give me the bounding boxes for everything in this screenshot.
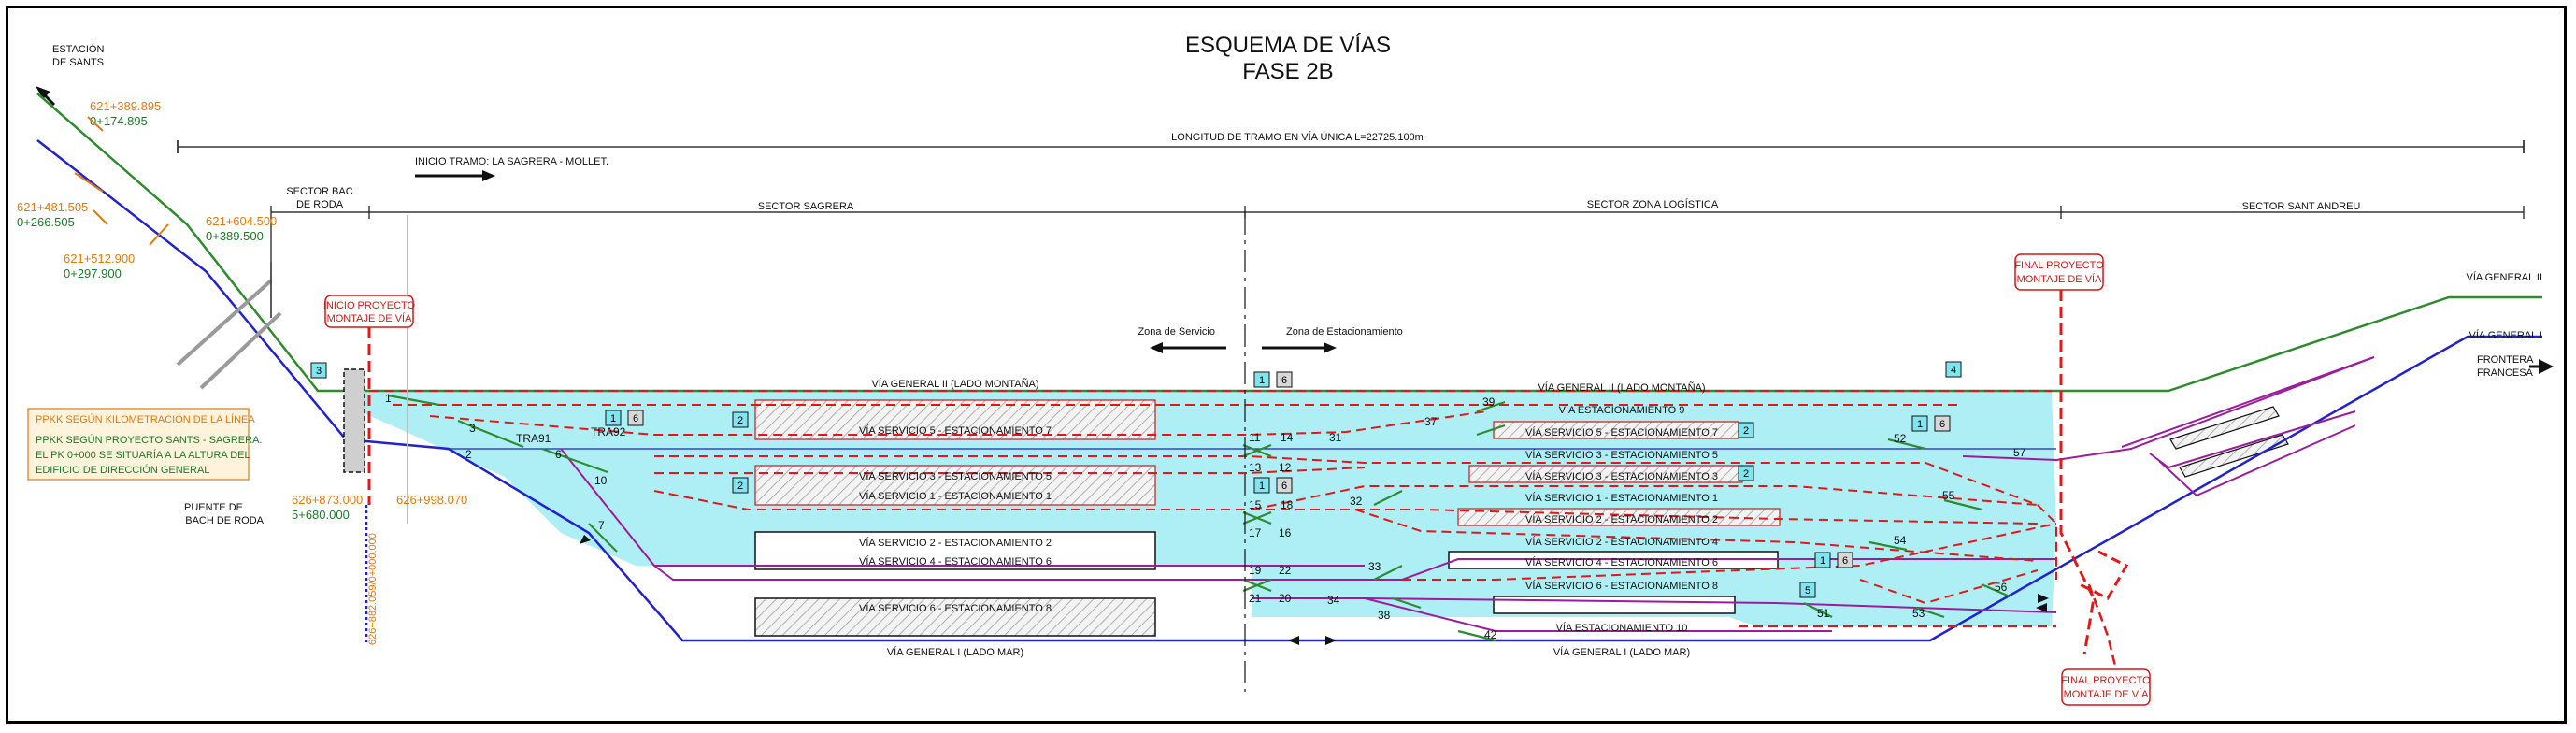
svg-text:VÍA ESTACIONAMIENTO 10: VÍA ESTACIONAMIENTO 10 bbox=[1555, 623, 1688, 634]
svg-text:VÍA SERVICIO 1 - ESTACIONAMIEN: VÍA SERVICIO 1 - ESTACIONAMIENTO 1 bbox=[1525, 493, 1718, 504]
frontera-line2: FRANCESA bbox=[2477, 367, 2533, 379]
svg-text:6: 6 bbox=[1841, 555, 1849, 567]
svg-text:MONTAJE DE VÍA: MONTAJE DE VÍA bbox=[2063, 689, 2149, 700]
svg-text:3: 3 bbox=[315, 366, 322, 377]
switch-14: 14 bbox=[1281, 431, 1294, 444]
switch-15: 15 bbox=[1249, 498, 1262, 511]
sector-bac-roda-line1: SECTOR BAC bbox=[286, 186, 353, 197]
svg-text:6: 6 bbox=[1281, 375, 1288, 386]
switch-32: 32 bbox=[1350, 495, 1363, 508]
right-vg2-label: VÍA GENERAL II bbox=[2466, 272, 2542, 283]
frontera-arrow bbox=[2539, 359, 2554, 374]
sector-logistica: SECTOR ZONA LOGÍSTICA bbox=[1586, 199, 1719, 210]
final-proyecto-box bbox=[2080, 552, 2126, 598]
svg-text:VÍA SERVICIO 6 - ESTACIONAMIEN: VÍA SERVICIO 6 - ESTACIONAMIENTO 8 bbox=[1525, 581, 1718, 592]
svg-text:2: 2 bbox=[1742, 468, 1750, 480]
svg-text:VÍA SERVICIO 1 - ESTACIONAMIEN: VÍA SERVICIO 1 - ESTACIONAMIENTO 1 bbox=[859, 491, 1052, 502]
sant-andreu-sidings bbox=[2170, 407, 2288, 477]
svg-text:6: 6 bbox=[632, 413, 639, 424]
switch-55: 55 bbox=[1942, 489, 1955, 502]
bridge-diag-2 bbox=[201, 313, 280, 388]
svg-text:VÍA SERVICIO 2 - ESTACIONAMIEN: VÍA SERVICIO 2 - ESTACIONAMIENTO 4 bbox=[1525, 537, 1718, 548]
switch-10: 10 bbox=[594, 474, 608, 487]
bridge-line1: PUENTE DE bbox=[184, 502, 243, 513]
svg-text:5: 5 bbox=[1804, 585, 1811, 596]
switch-34: 34 bbox=[1327, 594, 1340, 607]
switch-53: 53 bbox=[1912, 607, 1925, 620]
switch-31: 31 bbox=[1329, 431, 1342, 444]
svg-text:626+873.000: 626+873.000 bbox=[292, 493, 364, 507]
switch-1: 1 bbox=[385, 392, 392, 405]
svg-text:VÍA GENERAL I (LADO MAR): VÍA GENERAL I (LADO MAR) bbox=[886, 647, 1024, 658]
switch-37: 37 bbox=[1424, 415, 1438, 428]
switch-56: 56 bbox=[1995, 581, 2008, 594]
svg-text:VÍA SERVICIO 5 - ESTACIONAMIEN: VÍA SERVICIO 5 - ESTACIONAMIENTO 7 bbox=[1525, 427, 1718, 438]
bridge-line2: BACH DE RODA bbox=[185, 515, 264, 526]
svg-text:VÍA SERVICIO 2 - ESTACIONAMIEN: VÍA SERVICIO 2 - ESTACIONAMIENTO 2 bbox=[1525, 514, 1718, 525]
platform-r-vs6-e8 bbox=[1494, 596, 1735, 613]
zona-servicio-label: Zona de Servicio bbox=[1138, 326, 1215, 338]
switch-3: 3 bbox=[469, 422, 476, 435]
switch-18: 18 bbox=[1281, 498, 1294, 511]
final-proyecto-limit-a bbox=[2061, 290, 2094, 654]
legend-line2: PPKK SEGÚN PROYECTO SANTS - SAGRERA. bbox=[36, 435, 263, 446]
legend-line1: PPKK SEGÚN KILOMETRACIÓN DE LA LÍNEA bbox=[36, 414, 255, 425]
svg-text:1: 1 bbox=[1258, 375, 1266, 386]
svg-text:VÍA SERVICIO 4 - ESTACIONAMIEN: VÍA SERVICIO 4 - ESTACIONAMIENTO 6 bbox=[859, 556, 1052, 568]
svg-text:6: 6 bbox=[1281, 481, 1288, 492]
svg-text:1: 1 bbox=[1819, 555, 1826, 567]
svg-text:1: 1 bbox=[1258, 481, 1266, 492]
switch-38: 38 bbox=[1378, 609, 1391, 622]
svg-text:VÍA GENERAL I (LADO MAR): VÍA GENERAL I (LADO MAR) bbox=[1553, 647, 1691, 658]
switch-54: 54 bbox=[1894, 534, 1907, 547]
title-line2: FASE 2B bbox=[1242, 59, 1334, 84]
sector-sant-andreu: SECTOR SANT ANDREU bbox=[2241, 201, 2361, 212]
final-proyecto-limit-b bbox=[2089, 584, 2117, 673]
switch-39: 39 bbox=[1482, 395, 1496, 409]
length-label: LONGITUD DE TRAMO EN VÍA ÚNICA L=22725.100m bbox=[1171, 132, 1424, 143]
frontera-line1: FRONTERA bbox=[2477, 354, 2534, 366]
switch-33: 33 bbox=[1368, 560, 1381, 573]
svg-text:MONTAJE DE VÍA: MONTAJE DE VÍA bbox=[2016, 274, 2102, 285]
switch-12: 12 bbox=[1279, 461, 1292, 474]
svg-text:0+266.505: 0+266.505 bbox=[17, 215, 75, 229]
zona-estacionamiento-label: Zona de Estacionamiento bbox=[1286, 326, 1403, 338]
svg-text:626+998.070: 626+998.070 bbox=[396, 493, 468, 507]
switch-42: 42 bbox=[1484, 628, 1497, 641]
svg-text:VÍA ESTACIONAMIENTO 9: VÍA ESTACIONAMIENTO 9 bbox=[1558, 405, 1685, 416]
switch-51: 51 bbox=[1817, 607, 1830, 620]
svg-text:INICIO PROYECTO: INICIO PROYECTO bbox=[322, 300, 416, 311]
svg-text:5+680.000: 5+680.000 bbox=[292, 508, 350, 522]
svg-text:FINAL PROYECTO: FINAL PROYECTO bbox=[2061, 675, 2151, 686]
svg-text:VÍA SERVICIO 4 - ESTACIONAMIEN: VÍA SERVICIO 4 - ESTACIONAMIENTO 6 bbox=[1525, 557, 1718, 568]
legend-line4: EDIFICIO DE DIRECCIÓN GENERAL bbox=[36, 465, 210, 476]
switch-6: 6 bbox=[555, 448, 562, 461]
svg-text:VÍA GENERAL II (LADO MONTAÑA): VÍA GENERAL II (LADO MONTAÑA) bbox=[1538, 382, 1706, 394]
sector-sagrera: SECTOR SAGRERA bbox=[757, 201, 854, 212]
legend-line3: EL PK 0+000 SE SITUARÍA A LA ALTURA DEL bbox=[36, 450, 250, 461]
svg-text:0+297.900: 0+297.900 bbox=[64, 266, 122, 280]
svg-text:621+481.505: 621+481.505 bbox=[17, 200, 89, 214]
svg-text:VÍA SERVICIO 5 - ESTACIONAMIEN: VÍA SERVICIO 5 - ESTACIONAMIENTO 7 bbox=[859, 425, 1052, 437]
station-line1: ESTACIÓN bbox=[52, 44, 105, 55]
station-line2: DE SANTS bbox=[52, 57, 105, 68]
svg-text:VÍA SERVICIO 3 - ESTACIONAMIEN: VÍA SERVICIO 3 - ESTACIONAMIENTO 5 bbox=[1525, 450, 1718, 461]
switch-7: 7 bbox=[598, 519, 605, 532]
svg-text:6: 6 bbox=[1939, 419, 1946, 430]
svg-text:VÍA SERVICIO 2 - ESTACIONAMIEN: VÍA SERVICIO 2 - ESTACIONAMIENTO 2 bbox=[859, 538, 1052, 549]
switch-52: 52 bbox=[1894, 432, 1907, 445]
switch-19: 19 bbox=[1249, 564, 1262, 577]
svg-text:2: 2 bbox=[737, 415, 744, 426]
switch-57: 57 bbox=[2013, 446, 2026, 459]
svg-text:2: 2 bbox=[1742, 425, 1750, 437]
right-vg1-label: VÍA GENERAL I bbox=[2469, 330, 2542, 341]
switch-21: 21 bbox=[1249, 592, 1262, 605]
svg-text:621+604.500: 621+604.500 bbox=[206, 214, 278, 228]
svg-text:621+512.900: 621+512.900 bbox=[64, 252, 136, 266]
switch-17: 17 bbox=[1249, 526, 1262, 539]
switch-20: 20 bbox=[1279, 592, 1292, 605]
switch-2: 2 bbox=[465, 448, 472, 461]
svg-text:VÍA SERVICIO 6 - ESTACIONAMIEN: VÍA SERVICIO 6 - ESTACIONAMIENTO 8 bbox=[859, 603, 1052, 614]
tra91-label: TRA91 bbox=[516, 432, 551, 445]
svg-text:MONTAJE DE VÍA: MONTAJE DE VÍA bbox=[326, 313, 412, 324]
svg-text:1: 1 bbox=[1916, 419, 1924, 430]
sector-bac-roda-line2: DE RODA bbox=[295, 199, 344, 210]
switch-11: 11 bbox=[1249, 431, 1261, 444]
svg-text:VÍA SERVICIO 3 - ESTACIONAMIEN: VÍA SERVICIO 3 - ESTACIONAMIENTO 3 bbox=[1525, 471, 1718, 482]
switch-13: 13 bbox=[1249, 461, 1262, 474]
svg-text:2: 2 bbox=[737, 481, 744, 492]
bridge-shape bbox=[344, 369, 365, 472]
tra92-label: TRA92 bbox=[591, 425, 626, 438]
pk-vertical-label: 626+882.059/0+000.000 bbox=[367, 533, 379, 645]
svg-text:VÍA SERVICIO 3 - ESTACIONAMIEN: VÍA SERVICIO 3 - ESTACIONAMIENTO 5 bbox=[859, 471, 1052, 482]
title-line1: ESQUEMA DE VÍAS bbox=[1184, 33, 1392, 58]
svg-text:4: 4 bbox=[1950, 365, 1957, 376]
svg-text:0+174.895: 0+174.895 bbox=[90, 114, 148, 128]
switch-22: 22 bbox=[1279, 564, 1292, 577]
switch-16: 16 bbox=[1279, 526, 1292, 539]
svg-text:0+389.500: 0+389.500 bbox=[206, 229, 264, 243]
svg-text:VÍA GENERAL II (LADO MONTAÑA): VÍA GENERAL II (LADO MONTAÑA) bbox=[871, 379, 1039, 390]
svg-text:FINAL PROYECTO: FINAL PROYECTO bbox=[2014, 260, 2104, 271]
svg-text:1: 1 bbox=[609, 413, 617, 424]
svg-text:621+389.895: 621+389.895 bbox=[90, 99, 162, 113]
inicio-tramo-label: INICIO TRAMO: LA SAGRERA - MOLLET. bbox=[415, 156, 609, 167]
